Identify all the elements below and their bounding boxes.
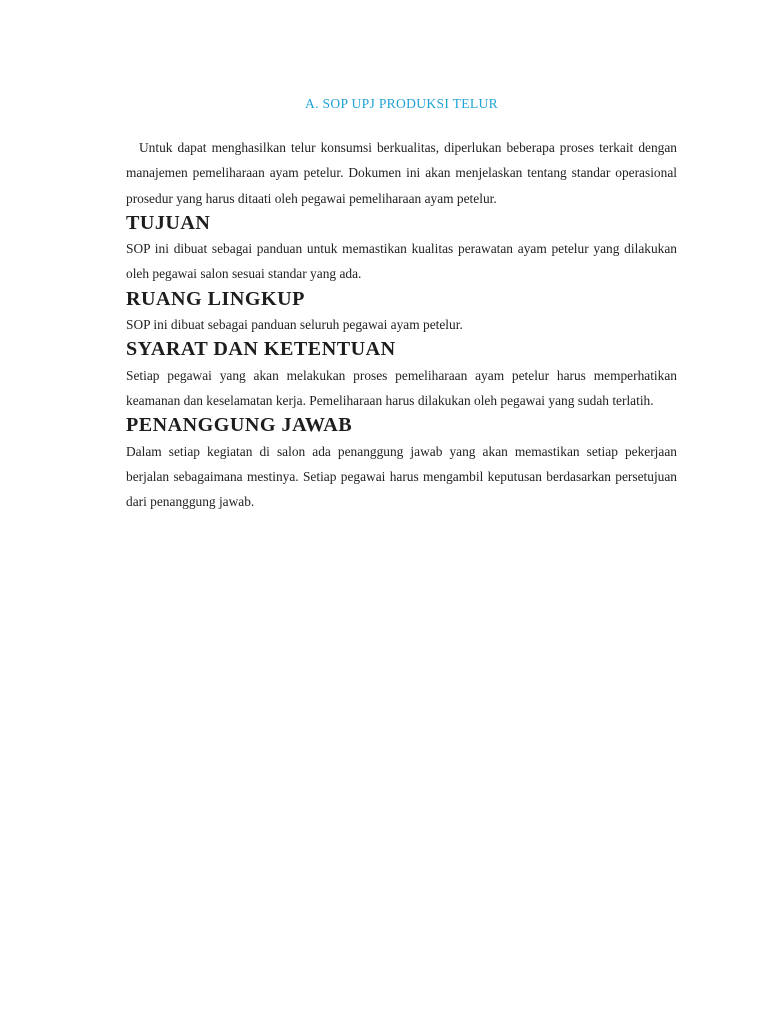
section-heading-tujuan: TUJUAN xyxy=(126,211,211,234)
section-heading-syarat-dan-ketentuan: SYARAT DAN KETENTUAN xyxy=(126,338,396,361)
section-body-ruang-lingkup: SOP ini dibuat sebagai panduan seluruh pegawai ayam petelur. xyxy=(126,317,463,333)
document-title: A. SOP UPJ PRODUKSI TELUR xyxy=(305,96,498,111)
section-body-syarat-dan-ketentuan: Setiap pegawai yang akan melakukan proses pemeliharaan ayam petelur harus memperhatikan keamanan dan keselamatan kerja. Pemeliharaan harus dilakukan oleh pegawai yang sudah terlatih. xyxy=(126,367,677,408)
section-heading-ruang-lingkup: RUANG LINGKUP xyxy=(126,287,305,310)
section-body-tujuan: SOP ini dibuat sebagai panduan untuk memastikan kualitas perawatan ayam petelur yang dilakukan oleh pegawai salon sesuai standar yang ada. xyxy=(126,241,677,282)
document-content xyxy=(126,96,677,514)
intro-paragraph: Untuk dapat menghasilkan telur konsumsi berkualitas, diperlukan beberapa proses terkait dengan manajemen pemeliharaan ayam petelur. Dokumen ini akan menjelaskan tentang standar operasional prosedur yang harus ditaati oleh pegawai pemeliharaan ayam petelur. xyxy=(126,140,677,206)
section-heading-penanggung-jawab: PENANGGUNG JAWAB xyxy=(126,414,353,437)
section-body-penanggung-jawab: Dalam setiap kegiatan di salon ada penanggung jawab yang akan memastikan setiap pekerjaan berjalan sebagaimana mestinya. Setiap pegawai harus mengambil keputusan berdasarkan persetujuan dari penanggung jawab. xyxy=(126,443,677,510)
